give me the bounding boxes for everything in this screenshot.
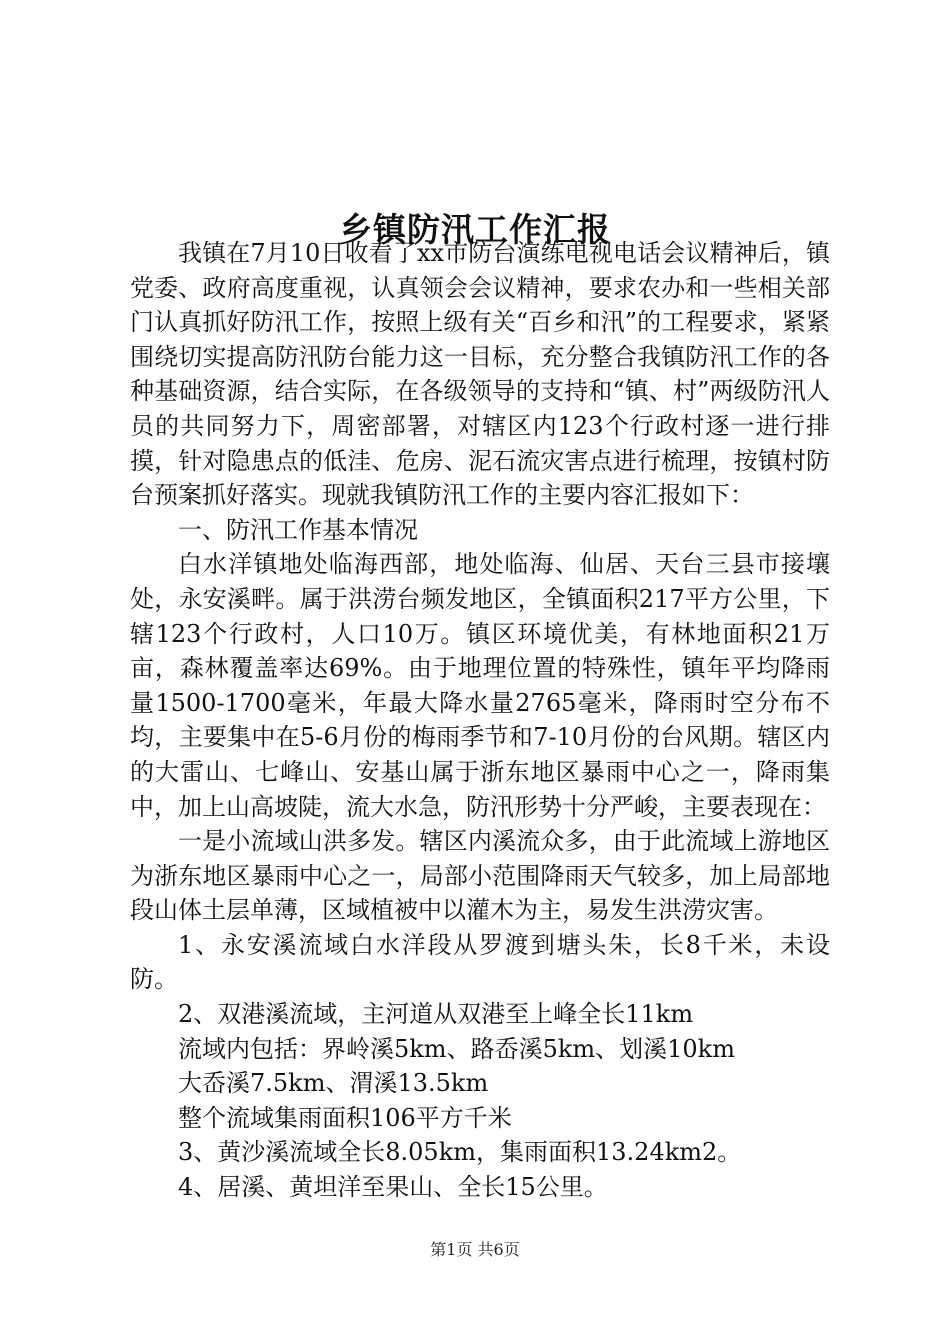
list-item-detail: 整个流域集雨面积106平方千米 xyxy=(178,1103,512,1132)
intro-paragraph: 我镇在7月10日收看了xx市防台演练电视电话会议精神后，镇党委、政府高度重视，认真领会会议精神，要求农办和一些相关部门认真抓好防汛工作，按照上级有关“百乡和汛”的工程要求，紧紧围绕切实提高防汛防台能力这一目标，充分整合我镇防汛工作的各种基础资源，结合实际，在各级领导的支持和“镇、村”两级防汛人员的共同努力下，周密部署，对辖区内123个行政村逐一进行排摸，针对隐患点的低洼、危房、泥石流灾害点进行梳理，按镇村防台预案抓好落实。现就我镇防汛工作的主要内容汇报如下： xyxy=(130,239,830,510)
document-title: 乡镇防汛工作汇报 xyxy=(339,210,611,250)
list-item: 1、永安溪流域白水洋段从罗渡到塘头朱，长8千米，未设防。 xyxy=(130,930,830,994)
list-item: 2、双港溪流域，主河道从双港至上峰全长11km xyxy=(178,1000,694,1029)
list-item-detail: 大岙溪7.5km、渭溪13.5km xyxy=(178,1069,489,1098)
section-heading: 一、防汛工作基本情况 xyxy=(178,515,418,544)
page-number: 第1页 共6页 xyxy=(430,1240,520,1259)
document-body xyxy=(130,236,830,1205)
overview-paragraph: 白水洋镇地处临海西部，地处临海、仙居、天台三县市接壤处，永安溪畔。属于洪涝台频发地区，全镇面积217平方公里，下辖123个行政村，人口10万。镇区环境优美，有林地面积21万亩，森林覆盖率达69%。由于地理位置的特殊性，镇年平均降雨量1500-1700毫米，年最大降水量2765毫米，降雨时空分布不均，主要集中在5-6月份的梅雨季节和7-10月份的台风期。辖区内的大雷山、七峰山、安基山属于浙东地区暴雨中心之一，降雨集中，加上山高坡陡，流大水急，防汛形势十分严峻，主要表现在： xyxy=(130,550,830,821)
list-item: 3、黄沙溪流域全长8.05km，集雨面积13.24km2。 xyxy=(178,1138,742,1167)
list-item-detail: 流域内包括：界岭溪5km、路岙溪5km、划溪10km xyxy=(178,1034,735,1063)
list-item: 4、居溪、黄坦洋至果山、全长15公里。 xyxy=(178,1173,608,1202)
flood-risk-paragraph: 一是小流域山洪多发。辖区内溪流众多，由于此流域上游地区为浙东地区暴雨中心之一，局部小范围降雨天气较多，加上局部地段山体土层单薄，区域植被中以灌木为主，易发生洪涝灾害。 xyxy=(130,827,830,925)
